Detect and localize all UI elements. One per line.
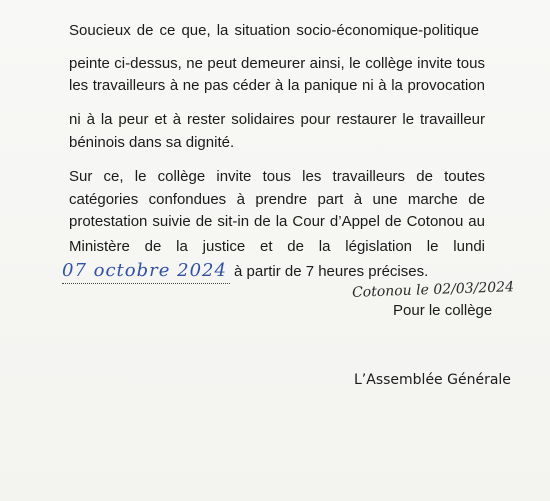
paragraph2-line-1: Sur ce, le collège invite tous les travailleurs de toutes [69,168,485,185]
paragraph2-line-3: protestation suivie de sit-in de la Cour d’Appel de Cotonou au [69,213,485,230]
paragraph1-line-5: béninois dans sa dignité. [69,134,235,151]
date-dotted-line [62,283,230,284]
paragraph2-line-2: catégories confondues à prendre part à une marche de [69,191,485,208]
paragraph1-line-3: les travailleurs à ne pas céder à la panique ni à la provocation [69,77,485,94]
pour-le-college: Pour le collège [393,302,493,319]
paragraph1-line-2: peinte ci-dessus, ne peut demeurer ainsi, le collège invite tous [69,55,485,72]
signatory: L’Assemblée Générale [354,372,511,388]
handwritten-date: 07 octobre 2024 [62,260,227,281]
paragraph2-line-4: Ministère de la justice et de la législation le lundi [69,238,485,255]
paragraph2-after-date: à partir de 7 heures précises. [234,263,429,280]
paragraph1-line-4: ni à la peur et à rester solidaires pour restaurer le travailleur [69,111,485,128]
handwritten-place-date: Cotonou le 02/03/2024 [351,279,515,301]
paragraph1-line-1: Soucieux de ce que, la situation socio-économique-politique [69,22,479,39]
